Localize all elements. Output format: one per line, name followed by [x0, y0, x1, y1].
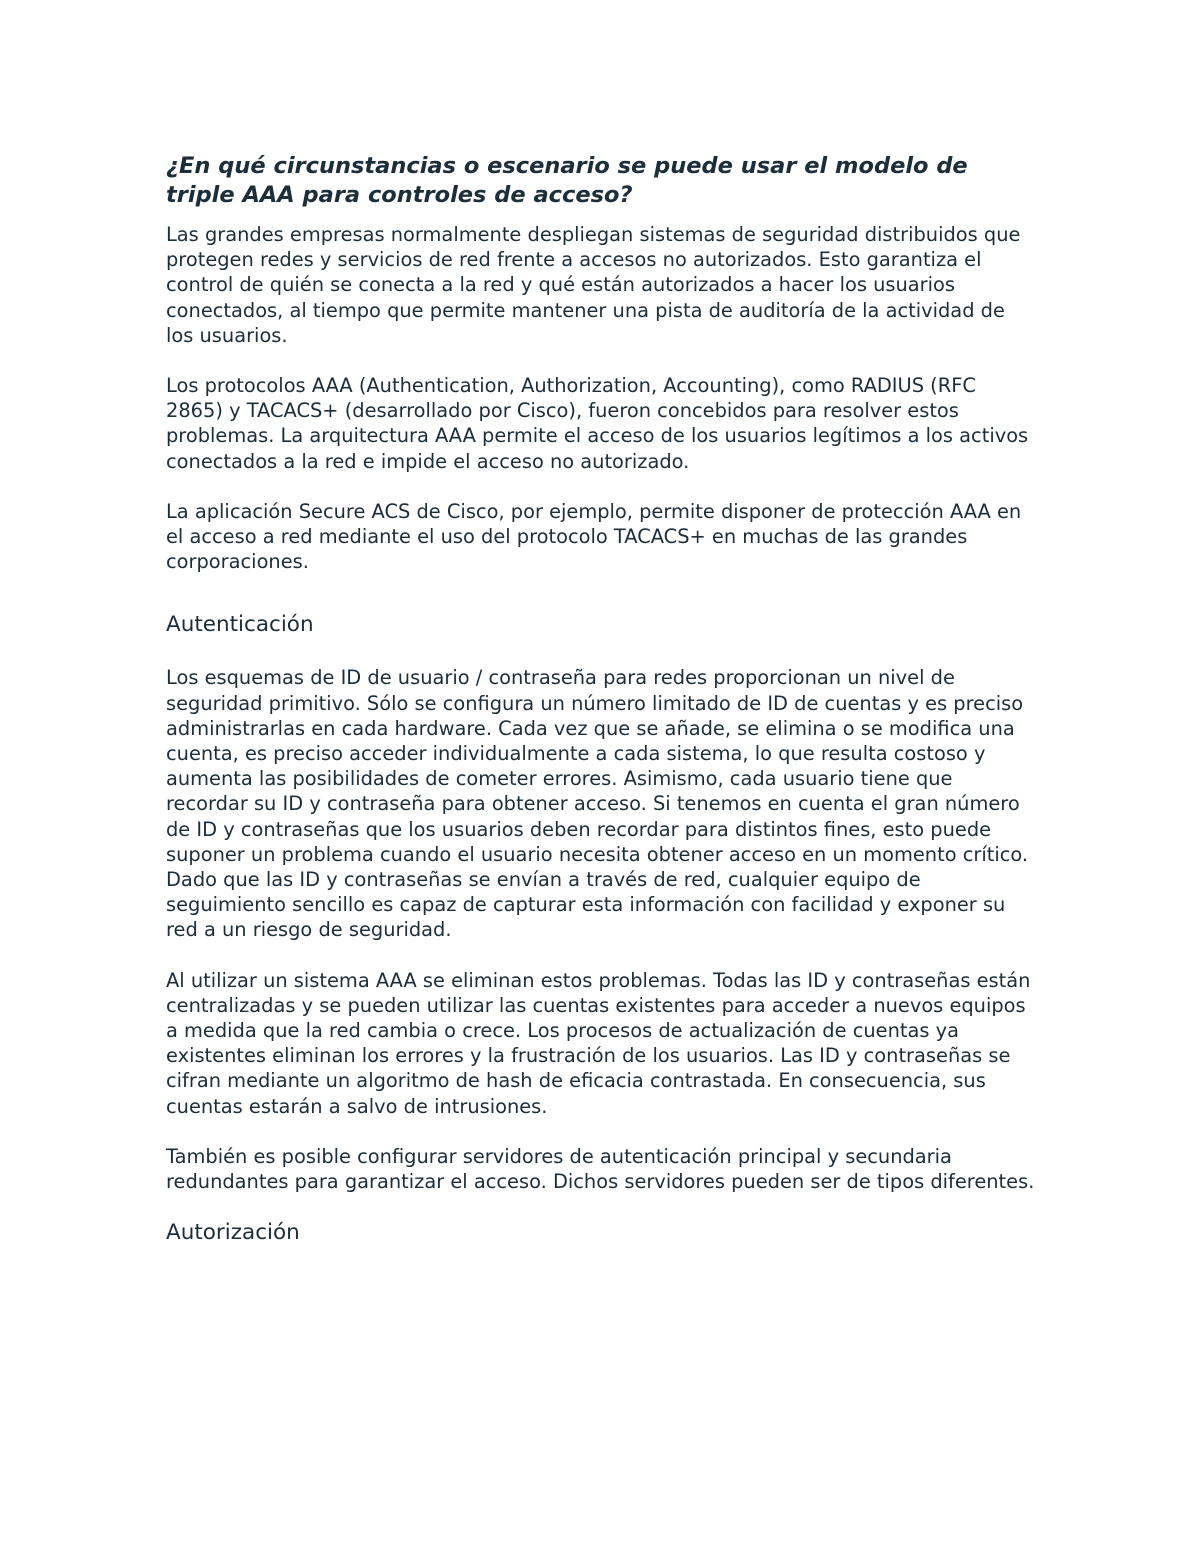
intro-paragraph-3: La aplicación Secure ACS de Cisco, por ejemplo, permite disponer de protección AAA en el acceso a red mediante el uso del protocolo TACACS+ en muchas de las grandes corporaciones. [166, 499, 1022, 574]
autenticacion-paragraph-1: Los esquemas de ID de usuario / contraseña para redes proporcionan un nivel de seguridad primitivo. Sólo se configura un número limitado de ID de cuentas y es preciso administrarlas en cada hardware. Cada vez que se añade, se elimina o se modifica una cuenta, es preciso acceder individualmente a cada sistema, lo que resulta costoso y aumenta las posibilidades de cometer errores. Asimismo, cada usuario tiene que recordar su ID y contraseña para obtener acceso. Si tenemos en cuenta el gran número de ID y contraseñas que los usuarios deben recordar para distintos fines, esto puede suponer un problema cuando el usuario necesita obtener acceso en un momento crítico. Dado que las ID y contraseñas se envían a través de red, cualquier equipo de seguimiento sencillo es capaz de capturar esta información con facilidad y exponer su red a un riesgo de seguridad. [166, 666, 1029, 942]
autenticacion-paragraph-3: También es posible configurar servidores de autenticación principal y secundaria redundantes para garantizar el acceso. Dichos servidores pueden ser de tipos diferentes. [166, 1144, 1035, 1194]
document-title: ¿En qué circunstancias o escenario se puede usar el modelo de triple AAA para controles de acceso? [166, 153, 968, 208]
section-heading-autorizacion: Autorización [166, 1220, 300, 1246]
intro-paragraph-2: Los protocolos AAA (Authentication, Authorization, Accounting), como RADIUS (RFC 2865) y TACACS+ (desarrollado por Cisco), fueron concebidos para resolver estos problemas. La arquitectura AAA permite el acceso de los usuarios legítimos a los activos conectados a la red e impide el acceso no autorizado. [166, 374, 1029, 473]
autenticacion-paragraph-2: Al utilizar un sistema AAA se eliminan estos problemas. Todas las ID y contraseñas están centralizadas y se pueden utilizar las cuentas existentes para acceder a nuevos equipos a medida que la red cambia o crece. Los procesos de actualización de cuentas ya existentes eliminan los errores y la frustración de los usuarios. Las ID y contraseñas se cifran mediante un algoritmo de hash de eficacia contrastada. En consecuencia, sus cuentas estarán a salvo de intrusiones. [166, 968, 1031, 1118]
intro-paragraph-1: Las grandes empresas normalmente despliegan sistemas de seguridad distribuidos que protegen redes y servicios de red frente a accesos no autorizados. Esto garantiza el control de quién se conecta a la red y qué están autorizados a hacer los usuarios conectados, al tiempo que permite mantener una pista de auditoría de la actividad de los usuarios. [166, 223, 1021, 347]
section-heading-autenticacion: Autenticación [166, 612, 314, 638]
document-body [166, 152, 1036, 1247]
